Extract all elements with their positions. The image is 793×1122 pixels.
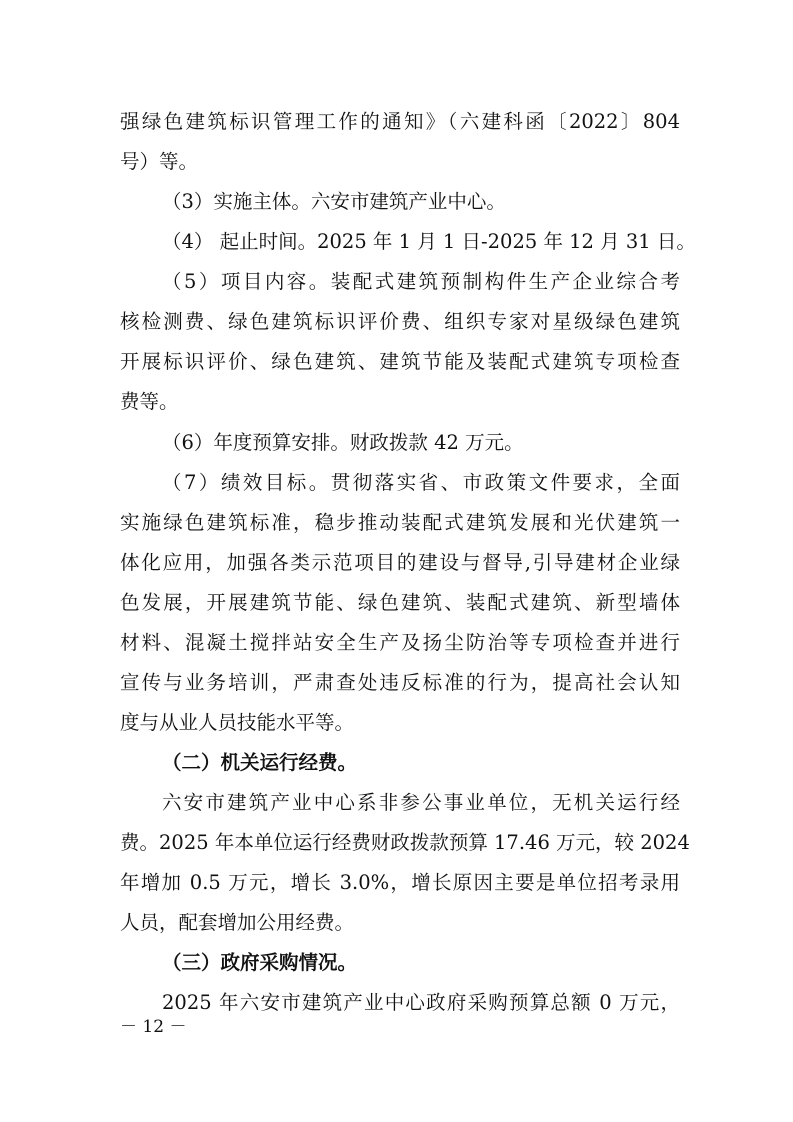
item-5-project-content: （5）项目内容。装配式建筑预制构件生产企业综合考 — [162, 270, 680, 293]
section-heading-operating-expenses: （二）机关运行经费。 — [162, 751, 358, 774]
paragraph-line: 费等。 — [120, 390, 179, 413]
paragraph-line: 人员，配套增加公用经费。 — [120, 911, 355, 934]
paragraph-line: 开展标识评价、绿色建筑、建筑节能及装配式建筑专项检查 — [120, 350, 680, 373]
item-3-implementing-entity: （3）实施主体。六安市建筑产业中心。 — [162, 190, 506, 213]
item-7-performance-goals: （7）绩效目标。贯彻落实省、市政策文件要求，全面 — [162, 471, 680, 494]
paragraph-line: 实施绿色建筑标准，稳步推动装配式建筑发展和光伏建筑一 — [120, 511, 680, 534]
operating-expenses-paragraph: 六安市建筑产业中心系非参公事业单位，无机关运行经 — [162, 791, 680, 814]
section-heading-government-procurement: （三）政府采购情况。 — [162, 951, 358, 974]
paragraph-line: 强绿色建筑标识管理工作的通知》（六建科函〔2022〕804 — [120, 110, 680, 133]
item-6-annual-budget: （6）年度预算安排。财政拨款 42 万元。 — [162, 431, 524, 454]
paragraph-line: 色发展，开展建筑节能、绿色建筑、装配式建筑、新型墙体 — [120, 591, 680, 614]
item-4-duration: （4） 起止时间。2025 年 1 月 1 日-2025 年 12 月 31 日。 — [162, 230, 696, 253]
paragraph-line: 宣传与业务培训，严肃查处违反标准的行为，提高社会认知 — [120, 671, 680, 694]
paragraph-line: 材料、混凝土搅拌站安全生产及扬尘防治等专项检查并进行 — [120, 631, 680, 654]
paragraph-line: 号）等。 — [120, 150, 199, 173]
procurement-paragraph: 2025 年六安市建筑产业中心政府采购预算总额 0 万元， — [162, 991, 680, 1014]
paragraph-line: 费。2025 年本单位运行经费财政拨款预算 17.46 万元，较 2024 — [120, 831, 690, 854]
paragraph-line: 核检测费、绿色建筑标识评价费、组织专家对星级绿色建筑 — [120, 310, 680, 333]
paragraph-line: 体化应用，加强各类示范项目的建设与督导,引导建材企业绿 — [120, 551, 680, 574]
paragraph-line: 年增加 0.5 万元，增长 3.0%，增长原因主要是单位招考录用 — [120, 871, 680, 894]
page-number: － 12 － — [120, 1017, 187, 1037]
paragraph-line: 度与从业人员技能水平等。 — [120, 711, 355, 734]
